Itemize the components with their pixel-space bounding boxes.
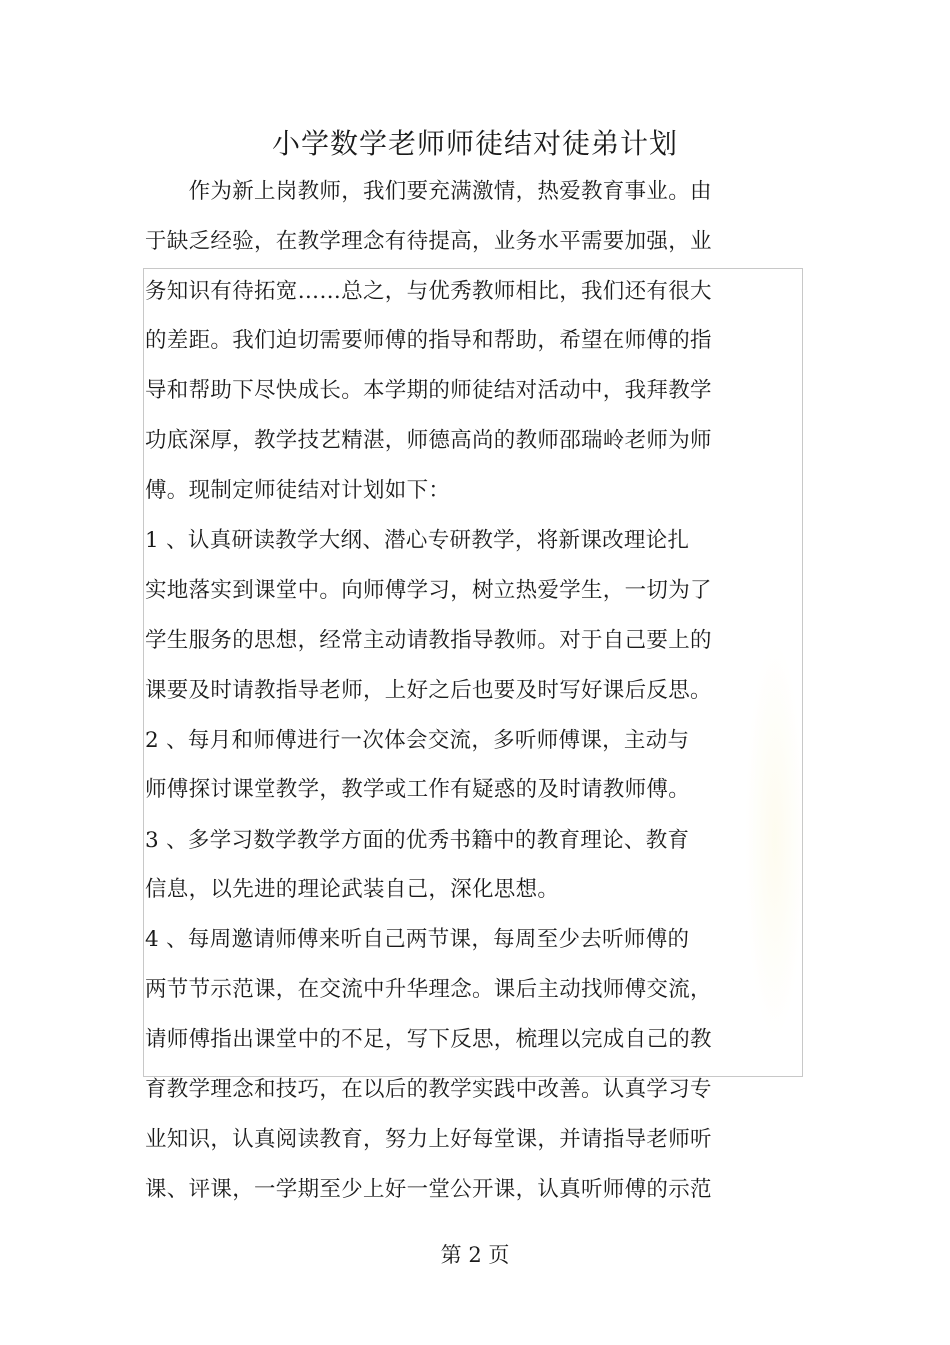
list-item-4-line: 4 、每周邀请师傅来听自己两节课，每周至少去听师傅的 (145, 927, 690, 952)
page-number: 第 2 页 (440, 1243, 510, 1267)
body-line: 功底深厚，教学技艺精湛，师德高尚的教师邵瑞岭老师为师 (145, 428, 712, 453)
list-item-1-line: 1 、认真研读教学大纲、潜心专研教学，将新课改理论扎 (145, 528, 690, 553)
paper-smudge (745, 640, 805, 1040)
body-line: 实地落实到课堂中。向师傅学习，树立热爱学生，一切为了 (145, 578, 712, 603)
body-line: 的差距。我们迫切需要师傅的指导和帮助，希望在师傅的指 (145, 328, 712, 353)
body-line: 傅。现制定师徒结对计划如下： (145, 478, 451, 503)
body-line: 课、评课，一学期至少上好一堂公开课，认真听师傅的示范 (145, 1177, 712, 1202)
body-line: 作为新上岗教师，我们要充满激情，热爱教育事业。由 (145, 179, 712, 204)
body-line: 师傅探讨课堂教学，教学或工作有疑惑的及时请教师傅。 (145, 777, 691, 802)
body-line: 育教学理念和技巧，在以后的教学实践中改善。认真学习专 (145, 1077, 712, 1102)
body-line: 信息，以先进的理论武装自己，深化思想。 (145, 877, 560, 902)
list-item-2-line: 2 、每月和师傅进行一次体会交流，多听师傅课，主动与 (145, 728, 690, 753)
body-line: 学生服务的思想，经常主动请教指导教师。对于自己要上的 (145, 628, 712, 653)
body-line: 于缺乏经验，在教学理念有待提高，业务水平需要加强，业 (145, 229, 712, 254)
list-item-3-line: 3 、多学习数学教学方面的优秀书籍中的教育理论、教育 (145, 828, 690, 853)
body-line: 请师傅指出课堂中的不足，写下反思，梳理以完成自己的教 (145, 1027, 712, 1052)
body-line: 课要及时请教指导老师，上好之后也要及时写好课后反思。 (145, 678, 712, 703)
body-line: 务知识有待拓宽……总之，与优秀教师相比，我们还有很大 (145, 279, 712, 304)
body-line: 业知识，认真阅读教育，努力上好每堂课，并请指导老师听 (145, 1127, 712, 1152)
body-line: 导和帮助下尽快成长。本学期的师徒结对活动中，我拜教学 (145, 378, 712, 403)
document-title: 小学数学老师师徒结对徒弟计划 (271, 127, 678, 160)
body-line: 两节节示范课，在交流中升华理念。课后主动找师傅交流， (145, 977, 712, 1002)
